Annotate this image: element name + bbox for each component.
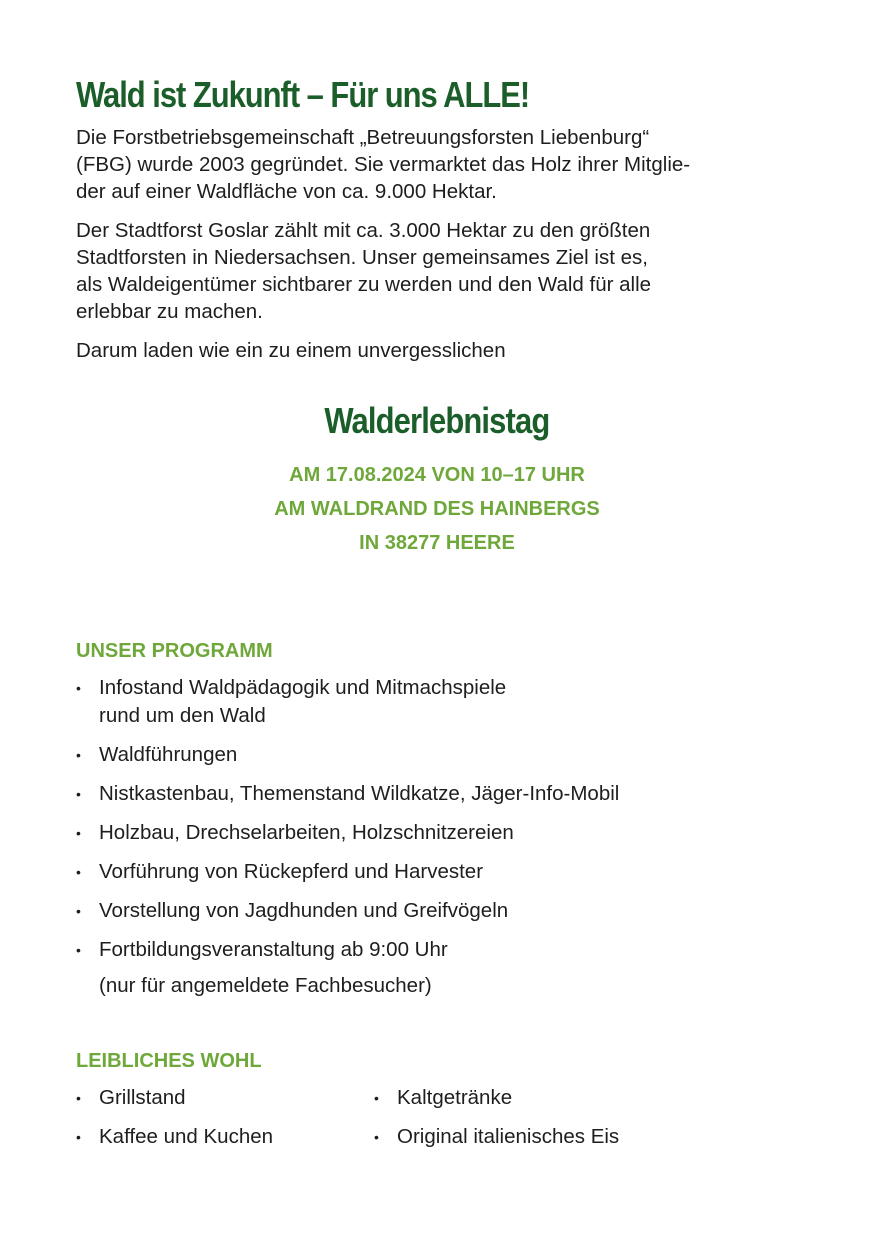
intro-paragraph-1 xyxy=(76,124,806,205)
event-place: AM WALDRAND DES HAINBERGS xyxy=(274,498,600,520)
food-columns xyxy=(76,1084,806,1162)
list-item xyxy=(76,780,806,808)
intro-line: als Waldeigentümer sichtbarer zu werden und den Wald für alle xyxy=(76,273,652,296)
list-item xyxy=(374,1084,754,1112)
list-item xyxy=(76,1123,374,1151)
list-item xyxy=(76,741,806,769)
bullet-icon: • xyxy=(76,680,81,696)
bullet-icon: • xyxy=(76,786,81,802)
bullet-icon: • xyxy=(76,747,81,763)
list-item-text: Original italienisches Eis xyxy=(397,1125,620,1148)
food-list-right xyxy=(374,1084,754,1162)
intro-paragraph-3 xyxy=(76,337,806,364)
list-item-text: Holzbau, Drechselarbeiten, Holzschnitzereien xyxy=(99,821,514,844)
bullet-icon: • xyxy=(76,1090,81,1106)
list-item-text: rund um den Wald xyxy=(99,704,266,727)
list-item-text: Fortbildungsveranstaltung ab 9:00 Uhr xyxy=(99,938,448,961)
headline: Wald ist Zukunft – Für uns ALLE! xyxy=(76,74,530,115)
program-heading: UNSER PROGRAMM xyxy=(76,640,273,662)
intro-line: der auf einer Waldfläche von ca. 9.000 Hektar. xyxy=(76,180,497,203)
list-item-text: Vorstellung von Jagdhunden und Greifvögeln xyxy=(99,899,509,922)
event-details xyxy=(76,458,798,560)
list-item-text: Vorführung von Rückepferd und Harvester xyxy=(99,860,484,883)
intro-line: erlebbar zu machen. xyxy=(76,300,263,323)
bullet-icon: • xyxy=(76,942,81,958)
list-item-text: Waldführungen xyxy=(99,743,238,766)
list-item-text: Infostand Waldpädagogik und Mitmachspiele xyxy=(99,676,507,699)
intro-line: Die Forstbetriebsgemeinschaft „Betreuungsforsten Liebenburg“ xyxy=(76,126,650,149)
bullet-icon: • xyxy=(76,825,81,841)
list-item xyxy=(76,819,806,847)
event-title-text: Walderlebnistag xyxy=(324,400,550,441)
bullet-icon: • xyxy=(374,1129,379,1145)
bullet-icon: • xyxy=(76,903,81,919)
intro-line: (FBG) wurde 2003 gegründet. Sie vermarktet das Holz ihrer Mitglie- xyxy=(76,153,691,176)
list-item xyxy=(76,936,806,964)
list-item xyxy=(76,674,806,730)
flyer-page xyxy=(76,72,806,1162)
list-item xyxy=(76,897,806,925)
intro-line: Stadtforsten in Niedersachsen. Unser gemeinsames Ziel ist es, xyxy=(76,246,648,269)
list-item xyxy=(76,858,806,886)
program-note: (nur für angemeldete Fachbesucher) xyxy=(99,974,432,997)
bullet-icon: • xyxy=(374,1090,379,1106)
list-item-text: Kaffee und Kuchen xyxy=(99,1125,274,1148)
list-item xyxy=(374,1123,754,1151)
list-item xyxy=(76,1084,374,1112)
event-town: IN 38277 HEERE xyxy=(359,532,515,554)
intro-paragraph-2 xyxy=(76,217,806,325)
event-date: AM 17.08.2024 VON 10–17 UHR xyxy=(289,464,585,486)
food-heading: LEIBLICHES WOHL xyxy=(76,1050,262,1072)
event-title xyxy=(76,398,798,444)
list-item-text: Grillstand xyxy=(99,1086,186,1109)
bullet-icon: • xyxy=(76,1129,81,1145)
program-list xyxy=(76,674,806,964)
list-item-text: Kaltgetränke xyxy=(397,1086,513,1109)
intro-line: Darum laden wie ein zu einem unvergesslichen xyxy=(76,339,506,362)
list-item-text: Nistkastenbau, Themenstand Wildkatze, Jäger-Info-Mobil xyxy=(99,782,620,805)
food-list-left xyxy=(76,1084,374,1162)
intro-line: Der Stadtforst Goslar zählt mit ca. 3.000 Hektar zu den größten xyxy=(76,219,651,242)
bullet-icon: • xyxy=(76,864,81,880)
